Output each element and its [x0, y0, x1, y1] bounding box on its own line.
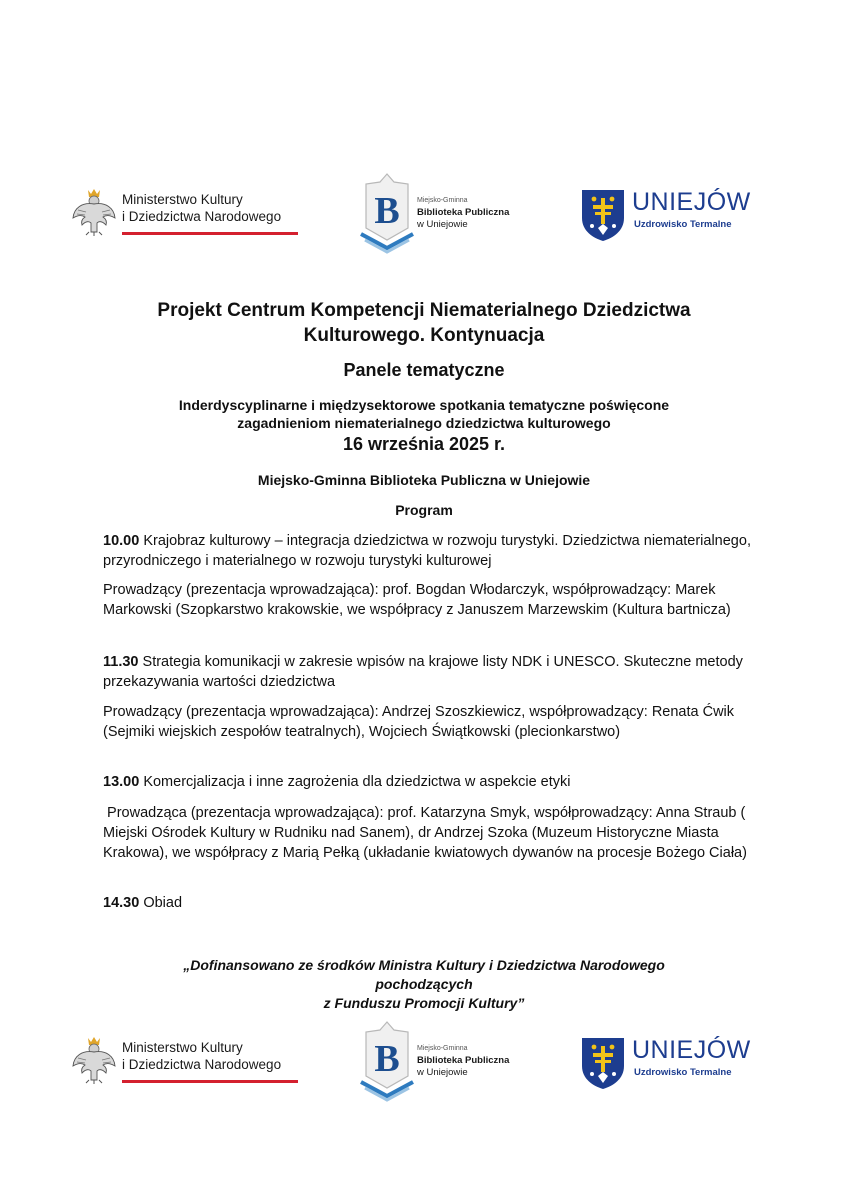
- library-logo: [358, 1020, 508, 1104]
- uniejow-logo: [580, 188, 750, 244]
- program-text: Obiad: [139, 895, 183, 911]
- program-heading: Program: [395, 502, 453, 518]
- program-time: 14.30: [103, 895, 140, 911]
- program-text: Prowadząca (prezentacja wprowadzająca): prof. Katarzyna Smyk, współprowadzący: Anna Straub ( Miejski Ośrodek Kultury w Rudniku nad Sanem), dr Andrzej Szoka (Muzeum Historyczne Miasta Krakowa), we współpracy z Marią Pełką (układanie kwiatowych dywanów na procesje Bożego Ciała): [103, 805, 750, 861]
- bottom-logo-row: [0, 1020, 848, 1110]
- program-time: 13.00: [103, 774, 140, 790]
- uniejow-subtitle: Uzdrowisko Termalne: [634, 219, 732, 230]
- program-item: [103, 803, 753, 863]
- program-item: [103, 652, 753, 692]
- eagle-icon: [72, 1036, 116, 1084]
- event-date: 16 września 2025 r.: [342, 434, 506, 454]
- program-time: 10.00: [103, 533, 140, 549]
- panel-subtitle: Panele tematyczne: [343, 360, 505, 380]
- project-title: [0, 298, 848, 348]
- program-text: Strategia komunikacji w zakresie wpisów na krajowe listy NDK i UNESCO. Skuteczne metody przekazywania wartości dziedzictwa: [103, 654, 743, 690]
- program-item: [103, 702, 753, 742]
- program-text: Prowadzący (prezentacja wprowadzająca): prof. Bogdan Włodarczyk, współprowadzący: Marek Markowski (Szopkarstwo krakowskie, we współpracy z Januszem Marzewskim (Kultura bartnicza): [103, 582, 731, 618]
- library-name-line1: Miejsko-Gminna: [417, 197, 468, 204]
- library-name-line1: Miejsko-Gminna: [417, 1045, 468, 1052]
- event-description-line1: Inderdyscyplinarne i międzysektorowe spotkania tematyczne poświęcone: [178, 397, 670, 413]
- program-item: [103, 893, 753, 913]
- ministry-red-line: [122, 1080, 298, 1083]
- library-name-line3: w Uniejowie: [417, 1067, 468, 1078]
- ministry-logo: [72, 1034, 298, 1090]
- program-text: Krajobraz kulturowy – integracja dziedzictwa w rozwoju turystyki. Dziedzictwa niematerialnego, przyrodniczego i materialnego w rozwoju turystyki kulturowej: [103, 533, 751, 569]
- svg-text:B: B: [374, 1038, 400, 1080]
- project-title-line1: Projekt Centrum Kompetencji Niematerialnego Dziedzictwa: [157, 300, 691, 321]
- svg-text:B: B: [374, 190, 400, 232]
- library-name-line2: Biblioteka Publiczna: [417, 207, 510, 218]
- library-name-line3: w Uniejowie: [417, 219, 468, 230]
- event-description: [0, 396, 848, 432]
- uniejow-logo: [580, 1036, 750, 1092]
- ministry-logo: [72, 186, 298, 242]
- event-description-line2: zagadnieniom niematerialnego dziedzictwa kulturowego: [237, 415, 611, 431]
- program-text: Komercjalizacja i inne zagrożenia dla dziedzictwa w aspekcie etyki: [139, 774, 571, 790]
- program-time: 11.30: [103, 654, 139, 670]
- ministry-name-line2: i Dziedzictwa Narodowego: [122, 209, 282, 224]
- eagle-icon: [72, 188, 116, 236]
- event-venue: Miejsko-Gminna Biblioteka Publiczna w Uniejowie: [257, 472, 591, 488]
- ministry-name-line1: Ministerstwo Kultury: [122, 192, 243, 207]
- library-book-icon: [358, 1020, 416, 1104]
- uniejow-shield-icon: [580, 188, 626, 242]
- ministry-red-line: [122, 232, 298, 235]
- uniejow-shield-icon: [580, 1036, 626, 1090]
- program-item: [103, 772, 753, 792]
- ministry-name-line2: i Dziedzictwa Narodowego: [122, 1057, 282, 1072]
- top-logo-row: [0, 172, 848, 262]
- library-logo: [358, 172, 508, 256]
- funding-line1: „Dofinansowano ze środków Ministra Kultury i Dziedzictwa Narodowego: [183, 957, 665, 973]
- library-book-icon: [358, 172, 416, 256]
- uniejow-name: UNIEJÓW: [632, 1036, 751, 1064]
- program-text: Prowadzący (prezentacja wprowadzająca): Andrzej Szoszkiewicz, współprowadzący: Renata Ćwik (Sejmiki wiejskich zespołów teatralnych), Wojciech Świątkowski (plecionkarstwo): [103, 704, 735, 740]
- funding-note: [0, 956, 848, 1013]
- funding-line2: pochodzących: [375, 976, 473, 992]
- uniejow-subtitle: Uzdrowisko Termalne: [634, 1067, 732, 1078]
- program-item: [103, 580, 753, 620]
- ministry-name-line1: Ministerstwo Kultury: [122, 1040, 243, 1055]
- program-item: [103, 531, 753, 571]
- uniejow-name: UNIEJÓW: [632, 188, 751, 216]
- project-title-line2: Kulturowego. Kontynuacja: [303, 325, 545, 346]
- library-name-line2: Biblioteka Publiczna: [417, 1055, 510, 1066]
- funding-line3: z Funduszu Promocji Kultury”: [323, 995, 525, 1011]
